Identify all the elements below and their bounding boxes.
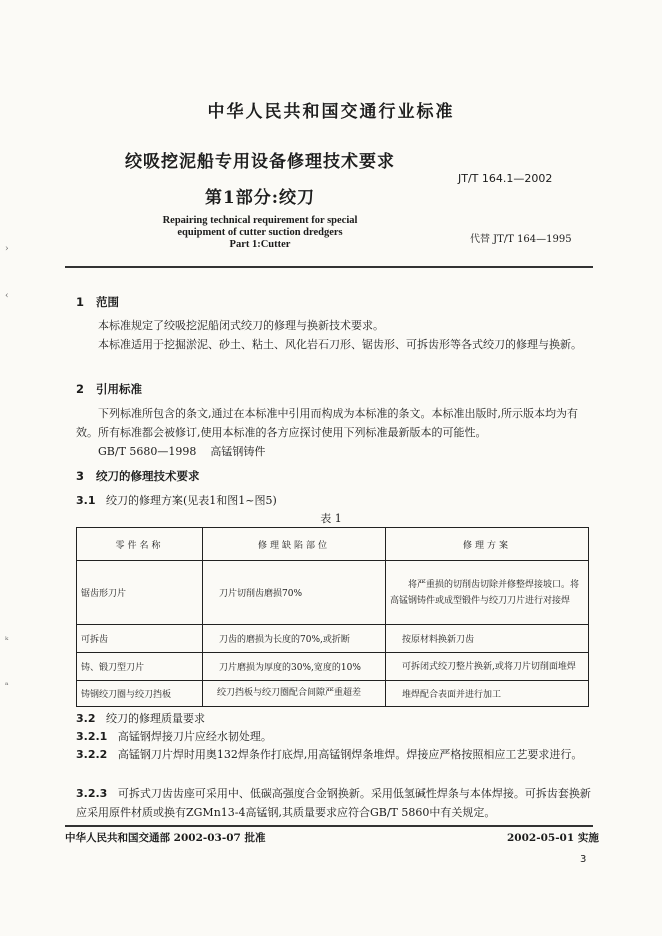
section-1-heading — [76, 294, 119, 310]
standard-category: 中华人民共和国交通行业标准 — [207, 102, 455, 122]
table-header-cell: 修理方案 — [386, 528, 589, 561]
clause-number: 3.2.1 — [76, 730, 108, 743]
table-header-cell: 修理缺陷部位 — [203, 528, 386, 561]
table-row — [77, 653, 589, 681]
table-row — [77, 625, 589, 653]
section-title: 绞刀的修理技术要求 — [96, 469, 200, 483]
table-cell-part: 锯齿形刀片 — [77, 561, 203, 625]
table-row — [77, 561, 589, 625]
table-cell-plan: 可拆闭式绞刀整片换新,或将刀片切削面堆焊 — [386, 653, 589, 681]
english-title — [0, 215, 520, 251]
table-cell-part: 铸钢绞刀圈与绞刀挡板 — [77, 681, 203, 707]
margin-mark: › — [5, 244, 9, 254]
table-header-cell: 零件名称 — [77, 528, 203, 561]
english-title-line-1: Repairing technical requirement for special — [162, 215, 358, 226]
table-cell-plan: 按原材料换新刀齿 — [386, 625, 589, 653]
table-cell-plan: 将严重损的切削齿切除并修整焊接坡口。将高锰钢铸件或成型锻件与绞刀刀片进行对接焊 — [386, 561, 589, 625]
table-cell-defect: 刀片切削齿磨损70% — [203, 561, 386, 625]
clause-text: 绞刀的修理质量要求 — [106, 712, 205, 725]
section-1-paragraph-2: 本标准适用于挖掘淤泥、砂土、粘土、风化岩石刀形、锯齿形、可拆齿形等各式绞刀的修理与换新。 — [98, 338, 582, 351]
table-header-row — [77, 528, 589, 561]
implementation-date: 2002-05-01 实施 — [507, 832, 599, 844]
section-2-heading — [76, 381, 142, 397]
table-cell-plan: 堆焊配合表面并进行加工 — [386, 681, 589, 707]
replaces-standard: 代替 JT/T 164—1995 — [470, 234, 572, 245]
section-1-paragraph-1: 本标准规定了绞吸挖泥船闭式绞刀的修理与换新技术要求。 — [98, 319, 384, 332]
clause-3-2-3 — [76, 784, 596, 822]
clause-text: 绞刀的修理方案(见表1和图1~图5) — [106, 494, 277, 507]
clause-number: 3.2 — [76, 712, 96, 725]
approval-line: 中华人民共和国交通部 2002-03-07 批准 — [65, 832, 266, 844]
clause-number: 3.2.3 — [76, 787, 108, 800]
section-title: 范围 — [96, 295, 120, 309]
clause-number: 3.2.2 — [76, 748, 108, 761]
section-title: 引用标准 — [96, 382, 143, 396]
clause-3-2 — [76, 709, 205, 728]
page-number: 3 — [580, 854, 587, 865]
margin-mark: ₐ — [5, 678, 9, 688]
english-title-line-2: equipment of cutter suction dredgers — [177, 227, 343, 238]
reference-name: 高锰钢铸件 — [210, 445, 266, 458]
reference-code: GB/T 5680—1998 — [98, 445, 197, 458]
clause-3-2-2 — [76, 745, 596, 764]
reference-entry — [98, 442, 265, 461]
table-cell-defect: 刀片磨损为厚度的30%,宽度的10% — [203, 653, 386, 681]
table-row — [77, 681, 589, 707]
section-number: 1 — [76, 295, 85, 309]
footer-divider — [65, 825, 593, 827]
table-cell-defect: 绞刀挡板与绞刀圈配合间隙严重超差 — [203, 681, 386, 707]
english-title-line-3: Part 1:Cutter — [229, 239, 291, 250]
section-number: 2 — [76, 382, 85, 396]
clause-text: 高锰钢焊接刀片应经水韧处理。 — [117, 730, 272, 743]
document-title: 绞吸挖泥船专用设备修理技术要求 — [125, 152, 395, 172]
margin-mark: ‹ — [5, 291, 9, 301]
clause-3-1 — [76, 491, 277, 510]
section-2-paragraph-1: 下列标准所包含的条文,通过在本标准中引用而构成为本标准的条文。本标准出版时,所示版本均为有效。所有标准都会被修订,使用本标准的各方应探讨使用下列标准最新版本的可能性。 — [76, 407, 578, 439]
table-cell-part: 铸、锻刀型刀片 — [77, 653, 203, 681]
clause-number: 3.1 — [76, 494, 96, 507]
table-1 — [76, 527, 589, 707]
document-part-title: 第1部分:绞刀 — [204, 188, 316, 208]
clause-3-2-1 — [76, 727, 272, 746]
standard-number: JT/T 164.1—2002 — [458, 172, 553, 185]
section-3-heading — [76, 468, 200, 484]
clause-text: 高锰钢刀片焊时用奥132焊条作打底焊,用高锰钢焊条堆焊。焊接应严格按照相应工艺要求进行。 — [117, 748, 583, 761]
table-cell-part: 可拆齿 — [77, 625, 203, 653]
header-divider — [65, 266, 593, 268]
section-number: 3 — [76, 469, 85, 483]
table-caption: 表 1 — [320, 512, 342, 525]
table-cell-defect: 刀齿的磨损为长度的70%,或折断 — [203, 625, 386, 653]
clause-text: 可拆式刀齿齿座可采用中、低碳高强度合金钢换新。采用低氢碱性焊条与本体焊接。可拆齿套换新应采用原件材质或换有ZGMn13-4高锰钢,其质量要求应符合GB/T 5860中有关规定。 — [76, 787, 591, 819]
margin-mark: ᵏ — [5, 636, 9, 646]
